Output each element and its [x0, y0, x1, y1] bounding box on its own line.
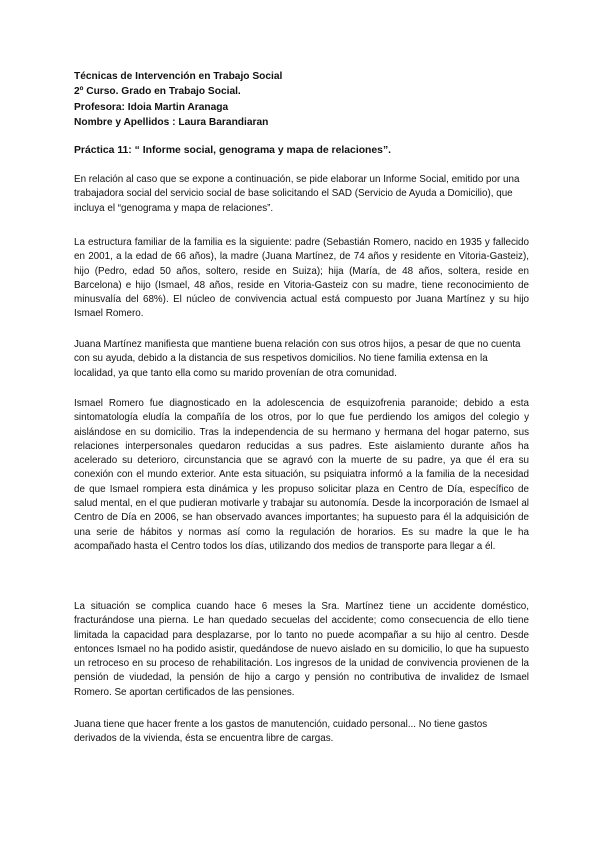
document-header [74, 69, 534, 131]
student-name: Nombre y Apellidos : Laura Barandiaran [74, 117, 269, 129]
paragraph-current-situation: La situación se complica cuando hace 6 meses la Sra. Martínez tiene un accidente doméstico, fracturándose una pierna. Le han quedado secuelas del accidente; como consecuencia de ello tiene limitada la capacidad para desplazarse, por lo tanto no puede acompañar a su hijo al centro. Desde entonces Ismael no ha podido asistir, quedándose de nuevo aislado en su domicilio, lo que ha supuesto un retroceso en su proceso de rehabilitación. Los ingresos de la unidad de convivencia provienen de la pensión de viudedad, la pensión de hijo a cargo y pensión no contributiva de invalidez de Ismael Romero. Se aportan certificados de las pensiones. [74, 601, 529, 698]
paragraph-expenses: Juana tiene que hacer frente a los gastos de manutención, cuidado personal... No tiene gastos derivados de la vivienda, ésta se encuentra libre de cargas. [74, 719, 488, 745]
paragraph-family-relations: Juana Martínez manifiesta que mantiene buena relación con sus otros hijos, a pesar de que no cuenta con su ayuda, debido a la distancia de sus respetivos domicilios. No tiene familia extensa en la localidad, ya que tanto ella como su marido provenían de otra comunidad. [74, 339, 521, 379]
paragraph-ismael-history: Ismael Romero fue diagnosticado en la adolescencia de esquizofrenia paranoide; debido a esta sintomatología eludía la compañía de los otros, por lo que fue perdiendo los amigos del colegio y aislándose en su domicilio. Tras la independencia de su hermano y hermana del hogar paterno, sus relaciones interpersonales quedaron reducidas a sus padres. Este aislamiento durante años ha acelerado su deterioro, circunstancia que se agravó con la muerte de su padre, ya que él era su conexión con el mundo exterior. Ante esta situación, su psiquiatra informó a la familia de la necesidad de que Ismael rompiera esta dinámica y les propuso solicitar plaza en Centro de Día, específico de salud mental, en el que pudieran motivarle y trabajar su autonomía. Desde la incorporación de Ismael al Centro de Día en 2006, se han observado avances importantes; ha supuesto para él la adquisición de una serie de hábitos y normas así como la regulación de horarios. Es su madre la que le ha acompañado hasta el Centro todos los días, utilizando dos medios de transporte para llegar a él. [74, 398, 529, 552]
course-year: 2º Curso. Grado en Trabajo Social. [74, 86, 241, 98]
practice-title: Práctica 11: “ Informe social, genograma y mapa de relaciones”. [74, 145, 392, 156]
paragraph-assignment: En relación al caso que se expone a continuación, se pide elaborar un Informe Social, emitido por una trabajadora social del servicio social de base solicitando el SAD (Servicio de Ayuda a Domicilio), que incluya el “genograma y mapa de relaciones”. [74, 174, 520, 214]
paragraph-family-structure: La estructura familiar de la familia es la siguiente: padre (Sebastián Romero, nacido en 1935 y fallecido en 2001, a la edad de 66 años), la madre (Juana Martínez, de 74 años y residente en Vitoria-Gasteiz), hijo (Pedro, edad 50 años, soltero, reside en Suiza); hija (María, de 48 años, soltera, reside en Barcelona) e hijo (Ismael, 48 años, reside en Vitoria-Gasteiz con su madre, tiene reconocimiento de minusvalía del 68%). El núcleo de convivencia actual está compuesto por Juana Martínez y su hijo Ismael Romero. [74, 237, 529, 320]
teacher-name: Profesora: Idoia Martin Aranaga [74, 101, 229, 113]
course-title: Técnicas de Intervención en Trabajo Social [74, 71, 283, 82]
